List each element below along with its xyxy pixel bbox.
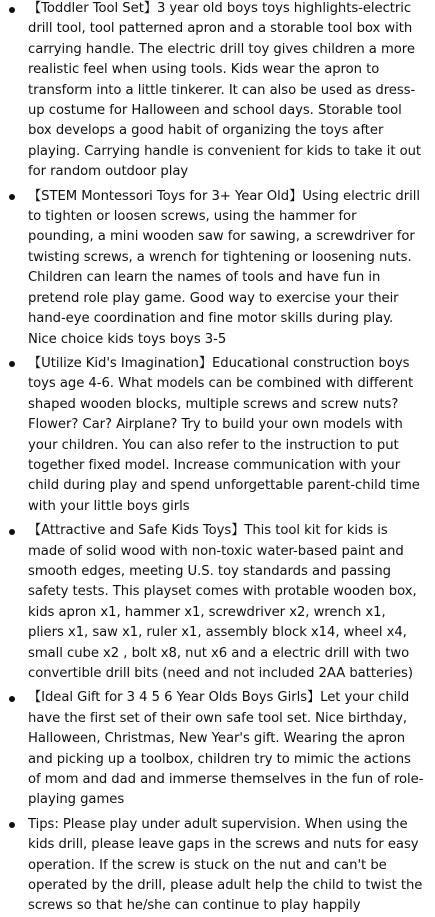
list-item bbox=[0, 815, 435, 917]
feature-text: Tips: Please play under adult supervision. When using the kids drill, please leave gaps in the screws and nuts for easy operation. If the screw is stuck on the nut and can't be operated by the drill, please adult help the child to twist the screws so that he/she can continue to play happily bbox=[28, 816, 423, 914]
feature-text: 【Ideal Gift for 3 4 5 6 Year Olds Boys Girls】Let your child have the first set of their own safe tool set. Nice birthday, Halloween, Christmas, New Year's gift. Wearing the apron and picking up a toolbox, children try to mimic the actions of mom and dad and immerse themselves in the fun of role-playing games bbox=[28, 690, 424, 808]
bullet-dot-icon bbox=[9, 529, 15, 535]
list-item bbox=[0, 688, 435, 810]
feature-text: 【Utilize Kid's Imagination】Educational construction boys toys age 4-6. What models can be combined with different shaped wooden blocks, multiple screws and screw nuts? Flower? Car? Airplane? Try to build your own models with your children. You can also refer to the instruction to put together fixed model. Increase communication with your child during play and spend unforgettable parent-child time with your little boys girls bbox=[28, 355, 420, 514]
bullet-dot-icon bbox=[9, 194, 15, 200]
feature-text: 【Toddler Tool Set】3 year old boys toys highlights-electric drill tool, tool patterned apron and a storable tool box with carrying handle. The electric drill toy gives children a more realistic feel when using tools. Kids wear the apron to transform into a little tinkerer. It can also be used as dress-up costume for Halloween and school days. Storable tool box develops a good habit of organizing the toys after playing. Carrying handle is convenient for kids to take it out for random outdoor play bbox=[28, 1, 422, 180]
bullet-dot-icon bbox=[9, 361, 15, 367]
bullet-dot-icon bbox=[9, 696, 15, 702]
list-item bbox=[0, 187, 435, 350]
list-item bbox=[0, 354, 435, 517]
list-item bbox=[0, 521, 435, 684]
bullet-dot-icon bbox=[9, 7, 15, 13]
list-item bbox=[0, 0, 435, 183]
feature-text: 【STEM Montessori Toys for 3+ Year Old】Using electric drill to tighten or loosen screws, using the hammer for pounding, a mini wooden saw for sawing, a screwdriver for twisting screws, a wrench for tightening or loosening nuts. Children can learn the names of tools and have fun in pretend role play game. Good way to exercise your their hand-eye coordination and fine motor skills during play. Nice choice kids toys boys 3-5 bbox=[28, 188, 420, 347]
bullet-dot-icon bbox=[9, 822, 15, 828]
feature-text: 【Attractive and Safe Kids Toys】This tool kit for kids is made of solid wood with non-toxic water-based paint and smooth edges, meeting U.S. toy standards and passing safety tests. This playset comes with protable wooden box, kids apron x1, hammer x1, screwdriver x2, wrench x1, pliers x1, saw x1, ruler x1, assembly block x14, wheel x4, small cube x2 , bolt x8, nut x6 and a electric drill with two convertible drill bits (need and not included 2AA batteries) bbox=[28, 523, 417, 681]
